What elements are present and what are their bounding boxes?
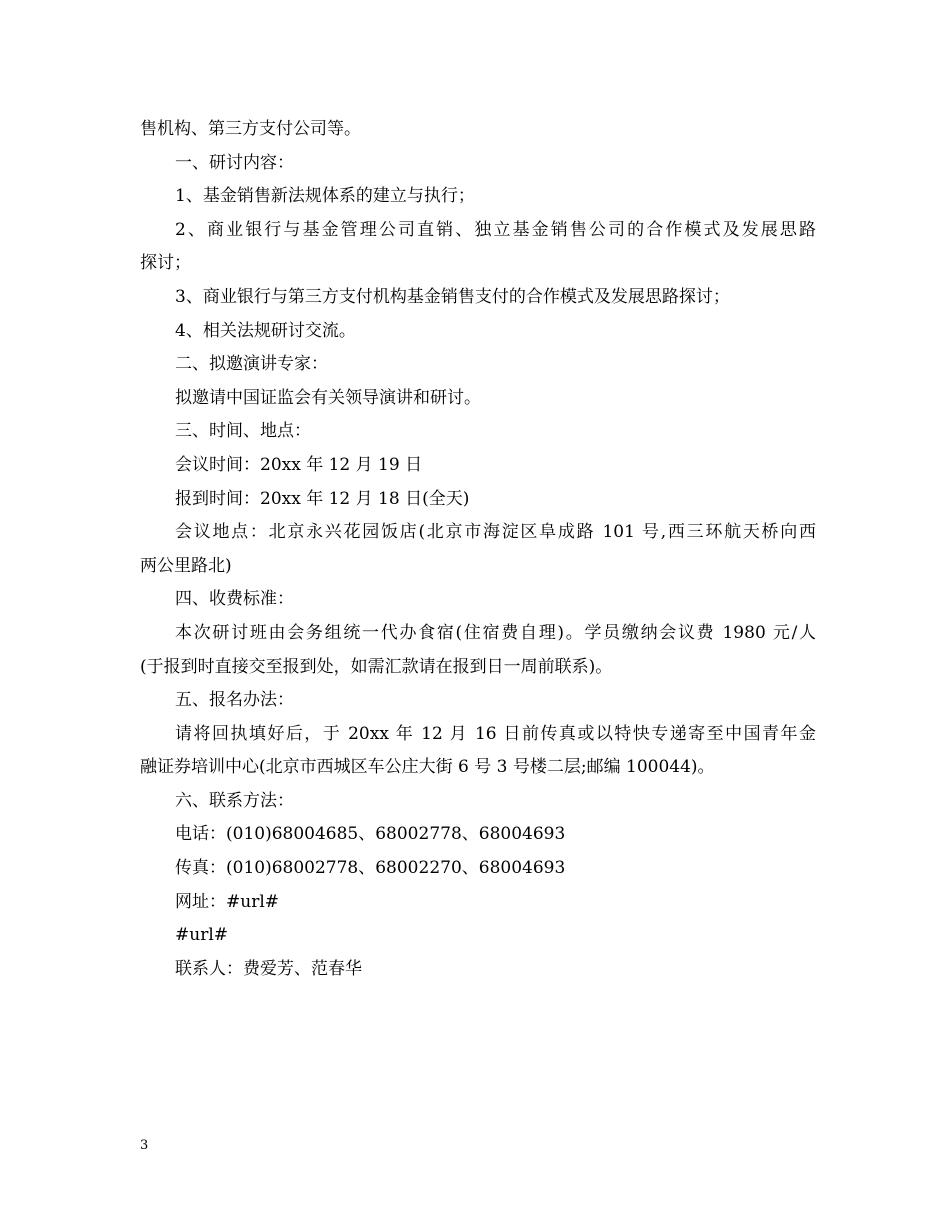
- document-body: [140, 113, 816, 986]
- contact-website-continuation: #url#: [175, 925, 229, 946]
- registration-instructions-continuation: 融证券培训中心(北京市西城区车公庄大街 6 号 3 号楼二层;邮编 100044)。: [140, 757, 715, 778]
- paragraph-line: 售机构、第三方支付公司等。: [140, 119, 361, 139]
- meeting-location-continuation: 两公里路北): [140, 555, 232, 576]
- section-heading: 五、报名办法：: [175, 690, 294, 711]
- section-heading: 六、联系方法：: [175, 790, 294, 811]
- section-heading: 四、收费标准：: [175, 589, 294, 610]
- registration-instructions: 请将回执填好后，于 20xx 年 12 月 16 日前传真或以特快专递寄至中国青年金: [175, 723, 816, 744]
- list-item: 1、基金销售新法规体系的建立与执行；: [175, 186, 475, 207]
- list-item: 3、商业银行与第三方支付机构基金销售支付的合作模式及发展思路探讨；: [175, 286, 730, 307]
- list-item: 2、商业银行与基金管理公司直销、独立基金销售公司的合作模式及发展思路: [175, 219, 816, 240]
- meeting-time: 会议时间：20xx 年 12 月 19 日: [175, 454, 423, 475]
- list-item-continuation: 探讨；: [140, 253, 191, 274]
- section-heading: 一、研讨内容：: [175, 152, 294, 173]
- registration-time: 报到时间：20xx 年 12 月 18 日(全天): [175, 488, 470, 509]
- section-heading: 二、拟邀演讲专家：: [175, 354, 328, 375]
- contact-website: 网址：#url#: [175, 891, 280, 912]
- list-item: 4、相关法规研讨交流。: [175, 320, 356, 341]
- contact-phone: 电话：(010)68004685、68002778、68004693: [175, 824, 566, 845]
- fee-description-continuation: (于报到时直接交至报到处，如需汇款请在报到日一周前联系)。: [140, 656, 613, 677]
- contact-fax: 传真：(010)68002778、68002270、68004693: [175, 858, 566, 879]
- paragraph-line: 拟邀请中国证监会有关领导演讲和研讨。: [175, 387, 481, 408]
- section-heading: 三、时间、地点：: [175, 421, 311, 442]
- contact-persons: 联系人：费爱芳、范春华: [175, 958, 362, 979]
- fee-description: 本次研讨班由会务组统一代办食宿(住宿费自理)。学员缴纳会议费 1980 元/人: [175, 622, 816, 643]
- meeting-location: 会议地点：北京永兴花园饭店(北京市海淀区阜成路 101 号,西三环航天桥向西: [175, 522, 816, 543]
- page-number: 3: [140, 1138, 149, 1153]
